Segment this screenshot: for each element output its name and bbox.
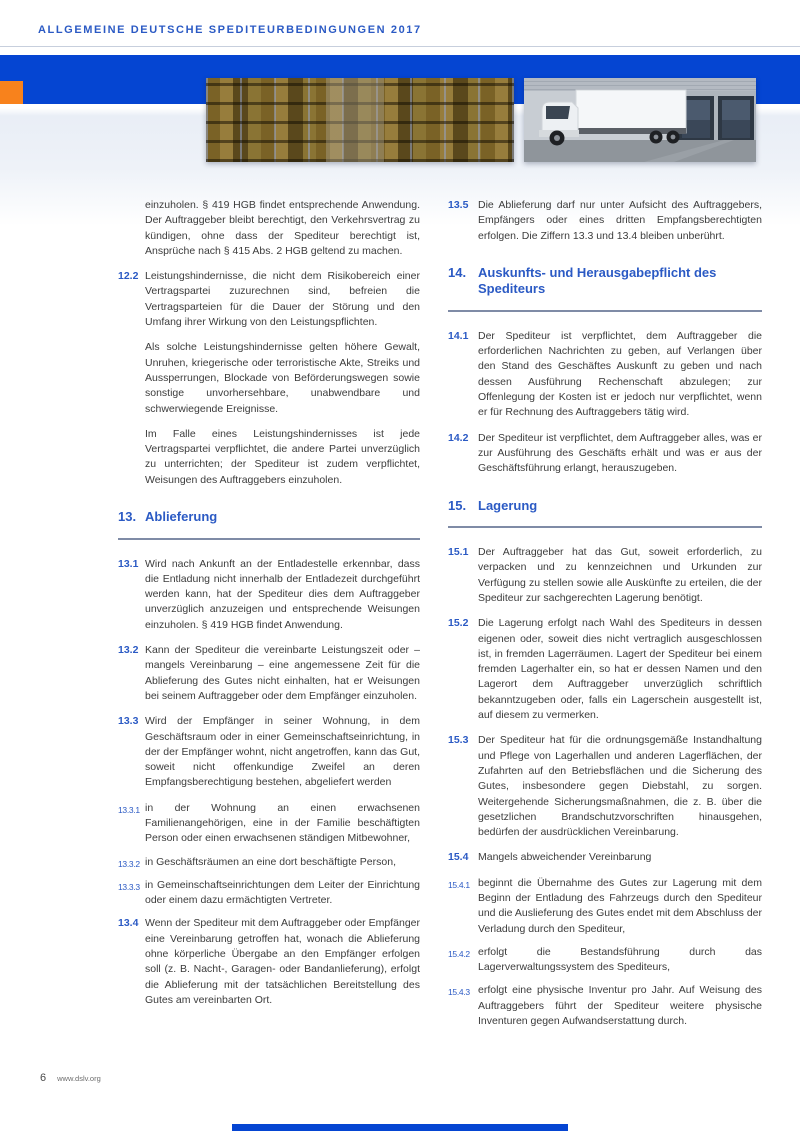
page-title: ALLGEMEINE DEUTSCHE SPEDITEURBEDINGUNGEN 2017 — [38, 24, 422, 36]
clause-number: 12.2 — [118, 270, 139, 283]
clause-text: Der Spediteur ist verpflichtet, dem Auftraggeber die erforderlichen Nachrichten zu geben, auf Verlangen über den Stand des Geschäftes Auskunft zu geben und nach dessen Ausführung Rechenschaft abzulegen; zur Offenlegung der Kosten ist er jedoch nur verpflichtet, wenn er für Rechnung des Auftraggebers tätig wird. — [478, 329, 762, 419]
clause-number: 13.1 — [118, 557, 139, 570]
clause-13-3-2 — [118, 855, 420, 870]
clause-13-5 — [448, 198, 762, 244]
clause-number: 15.4 — [448, 851, 469, 864]
clause-number: 13.3.1 — [118, 804, 140, 815]
bottom-blue-bar — [232, 1124, 568, 1131]
section-heading-14 — [448, 265, 762, 312]
truck-dock-illustration — [524, 78, 756, 162]
clause-text: Als solche Leistungshindernisse gelten höhere Gewalt, Unruhen, kriegerische oder terroristische Akte, Streiks und Aussperrungen, Blockade von Beförderungswegen sowie sonstige unvorhersehbare, unabwendbare und schwerwiegende Ereignisse. — [145, 341, 420, 415]
clause-text: Im Falle eines Leistungshindernisses ist jede Vertragspartei verpflichtet, die andere Partei unverzüglich zu unterrichten; der Spediteur ist zudem verpflichtet, Weisungen des Auftraggebers einzuholen. — [145, 427, 420, 486]
clause-number: 15.4.1 — [448, 879, 470, 890]
clause-number: 13.2 — [118, 644, 139, 657]
clause-13-2 — [118, 643, 420, 704]
clause-text: in der Wohnung an einen erwachsenen Familienangehörigen, eine in der Familie beschäftigten Person oder einen erwachsenen ständigen Mitbewohner, — [145, 801, 420, 845]
clause-text: Mangels abweichender Vereinbarung — [478, 851, 652, 864]
clause-number: 15.1 — [448, 546, 469, 559]
clause-text: erfolgt eine physische Inventur pro Jahr. Auf Weisung des Auftraggebers führt der Spediteur weitere physische Inventuren gegen Aufwandserstattung durch. — [478, 984, 762, 1028]
section-heading-13 — [118, 509, 420, 540]
clause-15-1 — [448, 545, 762, 606]
clause-number: 13.3.3 — [118, 881, 140, 892]
website-url: www.dslv.org — [57, 1074, 101, 1083]
section-title: Auskunfts- und Herausgabepflicht des Spediteurs — [478, 264, 717, 297]
clause-text: Wird der Empfänger in seiner Wohnung, in dem Geschäftsraum oder in einer Gemeinschaftseinrichtung, in der der Empfänger wohnt, nicht angetroffen, kann das Gut, soweit nicht offenkundige Zweifel an deren Empfangsberechtigung bestehen, abgeliefert werden — [145, 715, 420, 789]
clause-15-4-1 — [448, 876, 762, 937]
clause-15-3 — [448, 733, 762, 840]
clause-13-1 — [118, 557, 420, 633]
left-text-column — [118, 198, 420, 1018]
clause-number: 15.4.3 — [448, 987, 470, 998]
clause-13-4 — [118, 916, 420, 1008]
clause-number: 15.4.2 — [448, 948, 470, 959]
section-title: Ablieferung — [145, 509, 218, 525]
clause-15-2 — [448, 616, 762, 723]
page-number: 6 — [40, 1072, 47, 1084]
header-divider — [0, 46, 800, 47]
clause-text: Die Lagerung erfolgt nach Wahl des Spediteurs in dessen eigenen oder, soweit dies nicht vertraglich ausgeschlossen ist, in fremden Lagerräumen. Lagert der Spediteur bei einem fremden Lagerhalter ein, so hat er dessen Namen und den Lagerort dem Auftraggeber unverzüglich schriftlich bekanntzugeben oder, falls ein Lagerschein ausgestellt ist, auf diesem zu vermerken. — [478, 617, 762, 722]
clause-14-1 — [448, 329, 762, 421]
clause-number: 13.5 — [448, 199, 469, 211]
clause-13-3-1 — [118, 801, 420, 847]
clause-15-4-2 — [448, 945, 762, 976]
clause-15-4-3 — [448, 983, 762, 1029]
clause-number: 13.3 — [118, 715, 139, 728]
clause-12-2 — [118, 269, 420, 330]
section-title: Lagerung — [478, 497, 538, 513]
clause-number: 15.3 — [448, 734, 469, 747]
page-footer — [40, 1072, 101, 1084]
clause-number: 13.3.2 — [118, 858, 140, 869]
clause-text: Leistungshindernisse, die nicht dem Risikobereich einer Vertragspartei zuzurechnen sind, befreien die Vertragsparteien für die Dauer der Störung und den Umfang ihrer Wirkung von den Leistungspflichten. — [145, 270, 420, 329]
section-number: 14. — [448, 264, 467, 280]
truck-photo — [524, 78, 756, 162]
clause-text: beginnt die Übernahme des Gutes zur Lagerung mit dem Beginn der Entladung des Fahrzeugs durch den Spediteur und die Auslieferung des Gutes endet mit dem Abschluss der Verladung durch den Spediteur, — [478, 876, 762, 935]
clause-text: Wenn der Spediteur mit dem Auftraggeber oder Empfänger eine Vereinbarung getroffen hat, wonach die Ablieferung ohne körperliche Übergabe an den Empfänger erfolgen soll (z. B. Nacht-, Garagen- oder Bandanlieferung), erfolgt die Ablieferung mit der tatsächlichen Bereitstellung des Gutes am vereinbarten Ort. — [145, 917, 420, 1006]
clause-15-4 — [448, 850, 762, 865]
clause-text: in Geschäftsräumen an eine dort beschäftigte Person, — [145, 855, 396, 868]
clause-text: Der Auftraggeber hat das Gut, soweit erforderlich, zu verpacken und zu kennzeichnen und Urkunden zur Verfügung zu stellen sowie alle Auskünfte zu erteilen, die der Spediteur zur sachgerechten Lagerung benötigt. — [478, 546, 762, 604]
clause-14-2 — [448, 431, 762, 477]
clause-paragraph — [118, 198, 420, 259]
clause-text: einzuholen. § 419 HGB findet entsprechende Anwendung. Der Auftraggeber bleibt berechtigt, den Verkehrsvertrag zu kündigen, ohne dass der Spediteur berechtigt ist, Ansprüche nach § 415 Abs. 2 HGB geltend zu machen. — [145, 199, 420, 257]
clause-text: erfolgt die Bestandsführung durch das Lagerverwaltungssystem des Spediteurs, — [478, 945, 762, 974]
clause-text: Der Spediteur hat für die ordnungsgemäße Instandhaltung und Pflege von Lagerhallen und anderen Lagerflächen, der Zufahrten auf den Betriebsflächen und die Sicherung des Gutes, insbesondere gegen Diebstahl, zu sorgen. Weitergehende Sicherungsmaßnahmen, die z. B. über die gesetzlichen Brandschutzvorschriften hinausgehen, bedürfen der ausdrücklichen Vereinbarung. — [478, 734, 762, 839]
accent-orange-square — [0, 81, 23, 104]
section-number: 15. — [448, 497, 467, 513]
clause-paragraph — [118, 427, 420, 488]
clause-number: 13.4 — [118, 917, 139, 930]
clause-paragraph — [118, 340, 420, 416]
clause-13-3 — [118, 714, 420, 790]
warehouse-photo — [206, 78, 514, 162]
clause-text: Kann der Spediteur die vereinbarte Leistungszeit oder – mangels Vereinbarung – eine angemessene Zeit für die Ablieferung des Gutes nicht einhalten, hat er Weisungen bei seinem Auftraggeber oder dem Empfänger einzuholen. — [145, 644, 420, 702]
clause-text: Wird nach Ankunft an der Entladestelle erkennbar, dass die Entladung nicht innerhalb der Entladezeit durchgeführt werden kann, hat der Spediteur dies dem Auftraggeber unverzüglich anzuzeigen und entsprechende Weisungen einzuholen. § 419 HGB findet Anwendung. — [145, 557, 420, 631]
section-heading-15 — [448, 498, 762, 529]
clause-number: 15.2 — [448, 617, 469, 630]
clause-text: Der Spediteur ist verpflichtet, dem Auftraggeber alles, was er zur Ausführung des Geschäfts erhält und was er aus der Geschäftsführung erlangt, herauszugeben. — [478, 431, 762, 475]
clause-number: 14.1 — [448, 329, 469, 342]
clause-text: Die Ablieferung darf nur unter Aufsicht des Auftraggebers, Empfängers oder eines dritten Empfangsberechtigten erfolgen. Die Ziffern 13.3 und 13.4 bleiben unberührt. — [478, 199, 762, 242]
clause-13-3-3 — [118, 878, 420, 909]
right-text-column — [448, 198, 762, 1037]
clause-text: in Gemeinschaftseinrichtungen dem Leiter der Einrichtung oder einem dazu ermächtigten Vertreter. — [145, 878, 420, 907]
clause-number: 14.2 — [448, 431, 469, 444]
section-number: 13. — [118, 509, 137, 525]
